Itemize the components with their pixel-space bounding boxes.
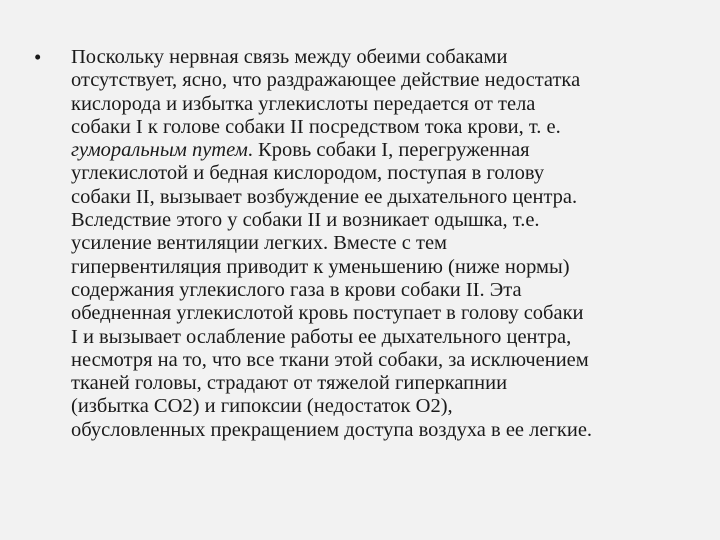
text-run: Поскольку нервная связь между обеими собаками: [71, 46, 508, 68]
text-line: [71, 139, 694, 162]
bullet-paragraph: [34, 46, 694, 442]
text-line: [71, 279, 694, 302]
text-run: . Кровь собаки I, перегруженная: [247, 139, 530, 162]
text-line: [71, 395, 694, 418]
text-line: [71, 209, 694, 232]
text-run: отсутствует, ясно, что раздражающее действие недостатка: [71, 69, 581, 92]
text-line: [71, 46, 694, 69]
text-line: [71, 326, 694, 349]
text-line: [71, 186, 694, 209]
bullet-marker: •: [34, 45, 42, 69]
text-line: [71, 116, 694, 139]
text-run: содержания углекислого газа в крови собаки II. Эта: [71, 278, 522, 301]
text-run: обедненная углекислотой кровь поступает в голову собаки: [71, 302, 584, 325]
text-run: (избытка СО2) и гипоксии (недостаток О2),: [71, 395, 453, 418]
text-line: [71, 349, 694, 372]
text-run: несмотря на то, что все ткани этой собаки, за исключением: [71, 348, 589, 371]
text-run: кислорода и избытка углекислоты передается от тела: [71, 92, 536, 115]
text-run: I и вызывает ослабление работы ее дыхательного центра,: [71, 325, 572, 348]
text-line: [71, 256, 694, 279]
text-run: усиление вентиляции легких. Вместе с тем: [71, 232, 448, 255]
text-line: [71, 162, 694, 185]
text-line: [71, 232, 694, 255]
text-run: обусловленных прекращением доступа воздуха в ее легкие.: [71, 418, 593, 441]
text-line: [71, 419, 694, 442]
text-run: Вследствие этого у собаки II и возникает одышка, т.е.: [71, 209, 540, 232]
text-line: [71, 302, 694, 325]
text-run: углекислотой и бедная кислородом, поступая в голову: [71, 162, 545, 185]
text-run: собаки II, вызывает возбуждение ее дыхательного центра.: [71, 185, 578, 208]
paragraph-text: [71, 46, 694, 442]
text-line: [71, 69, 694, 92]
text-line: [71, 93, 694, 116]
text-run: собаки I к голове собаки II посредством тока крови, т. е.: [71, 115, 561, 138]
italic-term: гуморальным путем: [71, 139, 248, 162]
text-run: гипервентиляция приводит к уменьшению (ниже нормы): [71, 255, 570, 278]
text-line: [71, 372, 694, 395]
text-run: тканей головы, страдают от тяжелой гиперкапнии: [71, 372, 508, 395]
